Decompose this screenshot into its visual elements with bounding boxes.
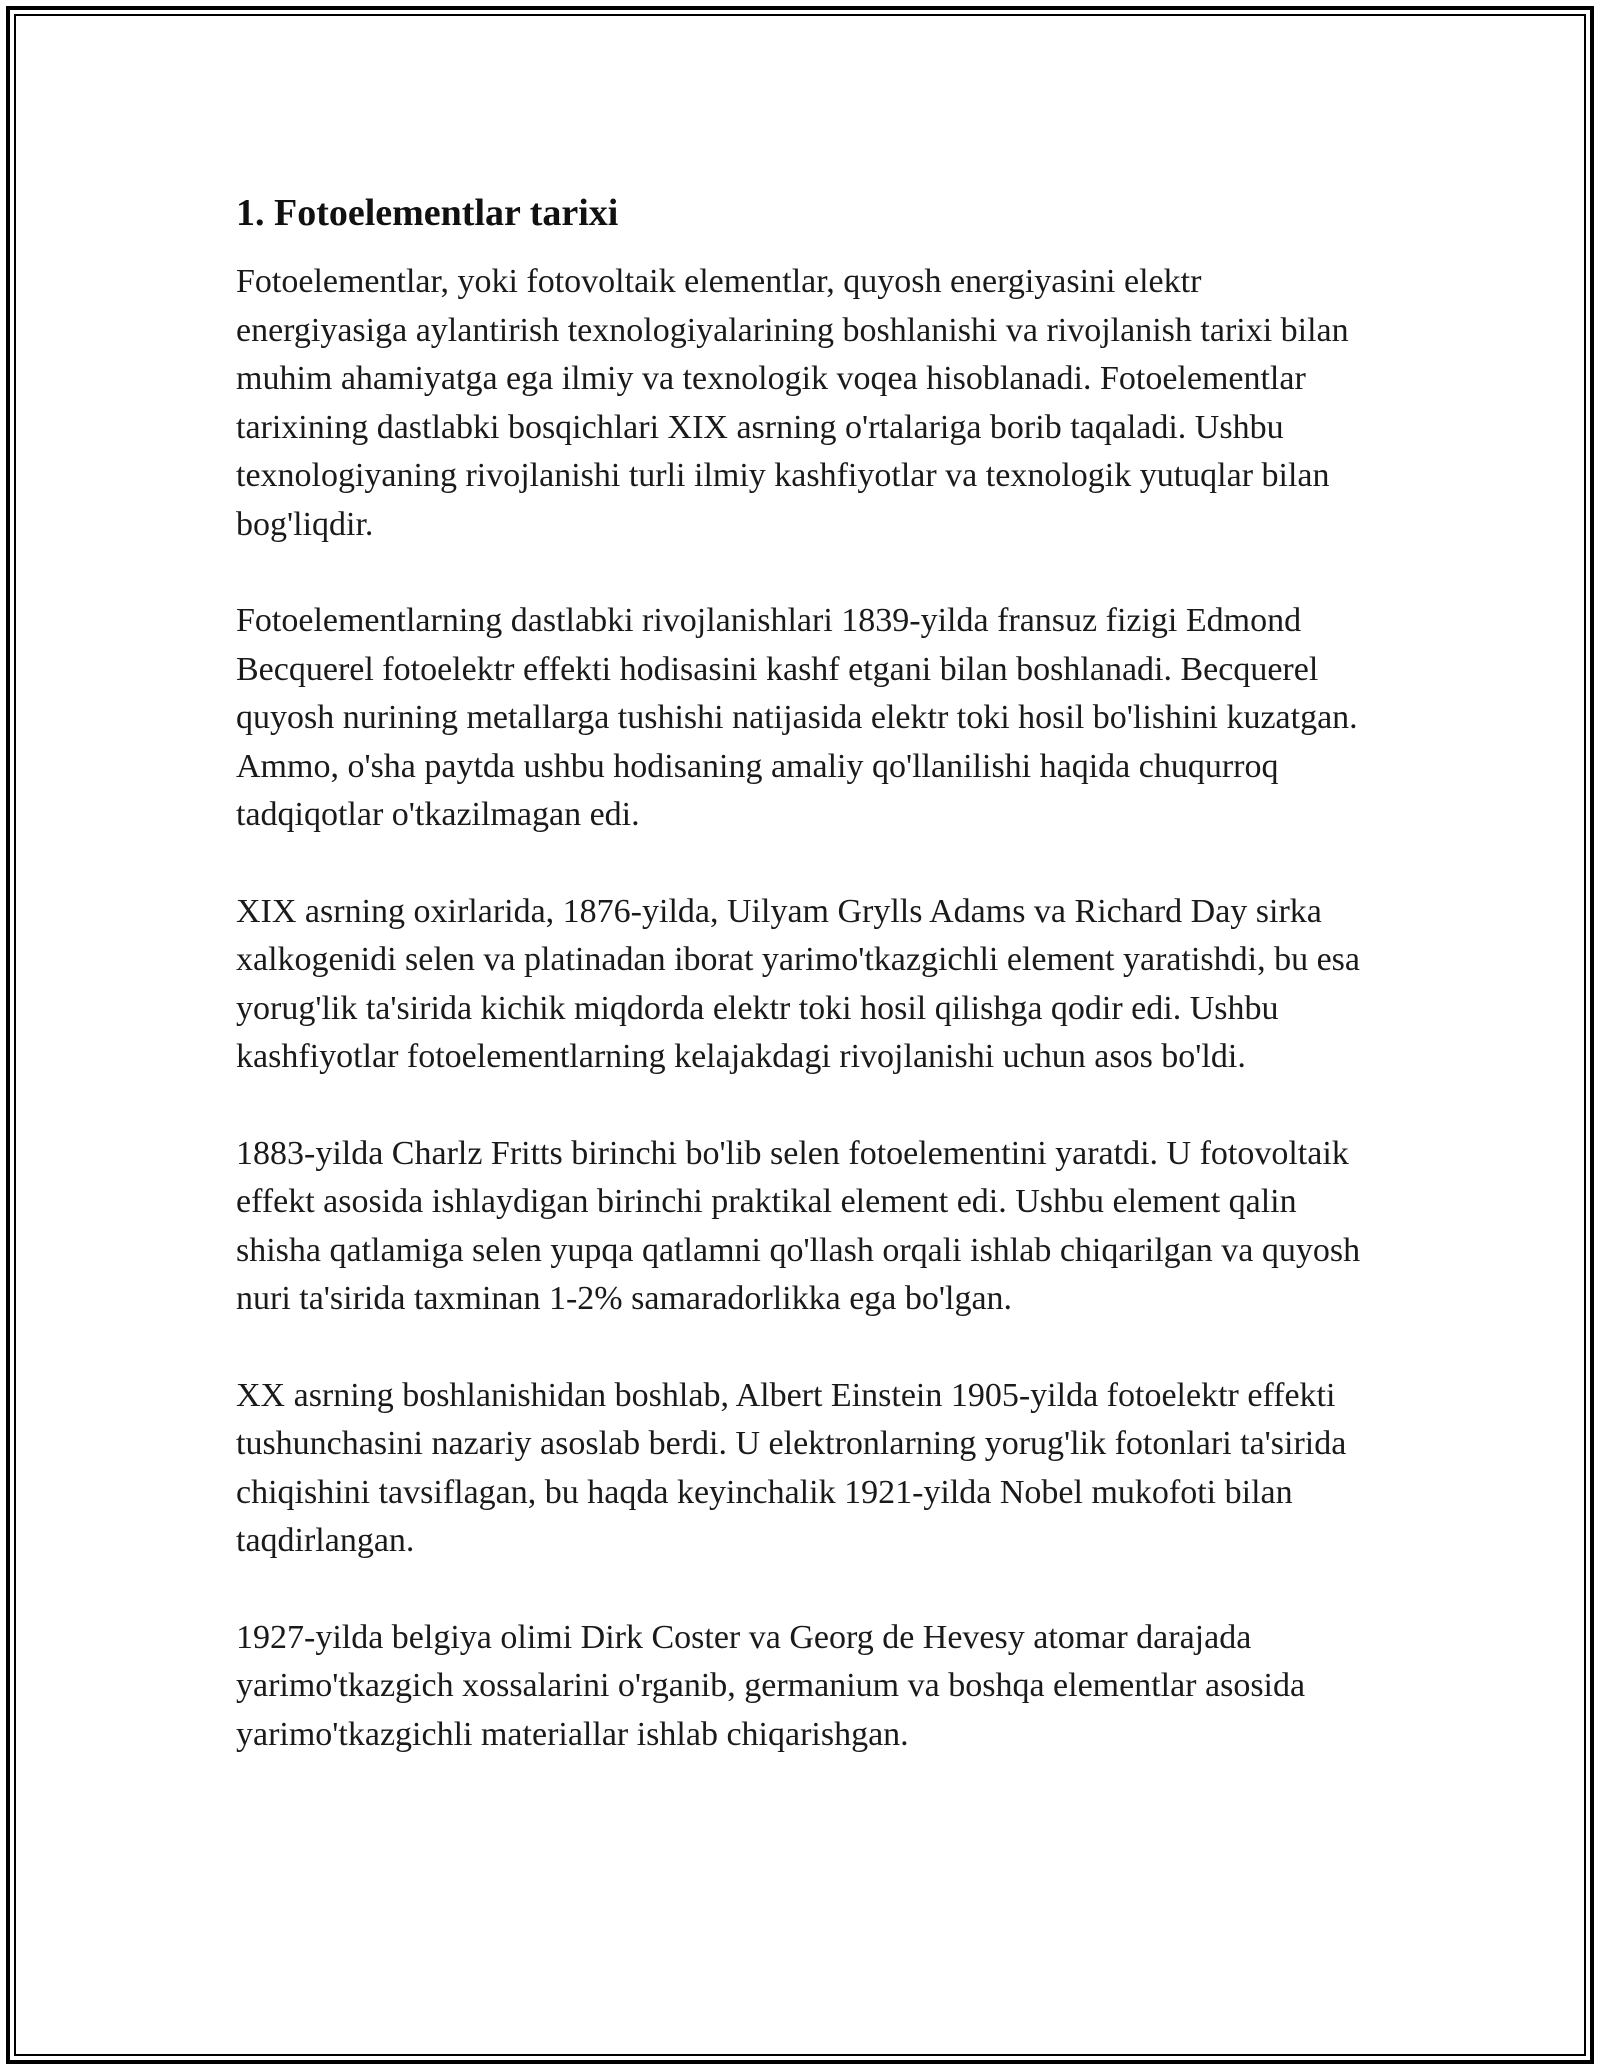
document-body bbox=[236, 190, 1366, 1807]
paragraph-fritts: 1883-yilda Charlz Fritts birinchi bo'lib selen fotoelementini yaratdi. U fotovoltaik effekt asosida ishlaydigan birinchi praktikal element edi. Ushbu element qalin shisha qatlamiga selen yupqa qatlamni qo'llash orqali ishlab chiqarilgan va quyosh nuri ta'sirida taxminan 1-2% samaradorlikka ega bo'lgan. bbox=[236, 1134, 1361, 1317]
paragraph-adams-day: XIX asrning oxirlarida, 1876-yilda, Uilyam Grylls Adams va Richard Day sirka xalkogenidi selen va platinadan iborat yarimo'tkazgichli element yaratishdi, bu esa yorug'lik ta'sirida kichik miqdorda elektr toki hosil qilishga qodir edi. Ushbu kashfiyotlar fotoelementlarning kelajakdagi rivojlanishi uchun asos bo'ldi. bbox=[236, 892, 1360, 1075]
paragraph-einstein: XX asrning boshlanishidan boshlab, Albert Einstein 1905-yilda fotoelektr effekti tushunchasini nazariy asoslab berdi. U elektronlarning yorug'lik fotonlari ta'sirida chiqishini tavsiflagan, bu haqda keyinchalik 1921-yilda Nobel mukofoti bilan taqdirlangan. bbox=[236, 1376, 1347, 1559]
paragraph-coster-hevesy: 1927-yilda belgiya olimi Dirk Coster va Georg de Hevesy atomar darajada yarimo'tkazgich xossalarini o'rganib, germanium va boshqa elementlar asosida yarimo'tkazgichli materiallar ishlab chiqarishgan. bbox=[236, 1618, 1306, 1753]
paragraph-becquerel: Fotoelementlarning dastlabki rivojlanishlari 1839-yilda fransuz fizigi Edmond Becquerel fotoelektr effekti hodisasini kashf etgani bilan boshlanadi. Becquerel quyosh nurining metallarga tushishi natijasida elektr toki hosil bo'lishini kuzatgan. Ammo, o'sha paytda ushbu hodisaning amaliy qo'llanilishi haqida chuqurroq tadqiqotlar o'tkazilmagan edi. bbox=[236, 602, 1358, 833]
section-heading: 1. Fotoelementlar tarixi bbox=[236, 192, 619, 234]
paragraph-intro: Fotoelementlar, yoki fotovoltaik elementlar, quyosh energiyasini elektr energiyasiga aylantirish texnologiyalarining boshlanishi va rivojlanish tarixi bilan muhim ahamiyatga ega ilmiy va texnologik voqea hisoblanadi. Fotoelementlar tarixining dastlabki bosqichlari XIX asrning o'rtalariga borib taqaladi. Ushbu texnologiyaning rivojlanishi turli ilmiy kashfiyotlar va texnologik yutuqlar bilan bog'liqdir. bbox=[236, 263, 1349, 543]
